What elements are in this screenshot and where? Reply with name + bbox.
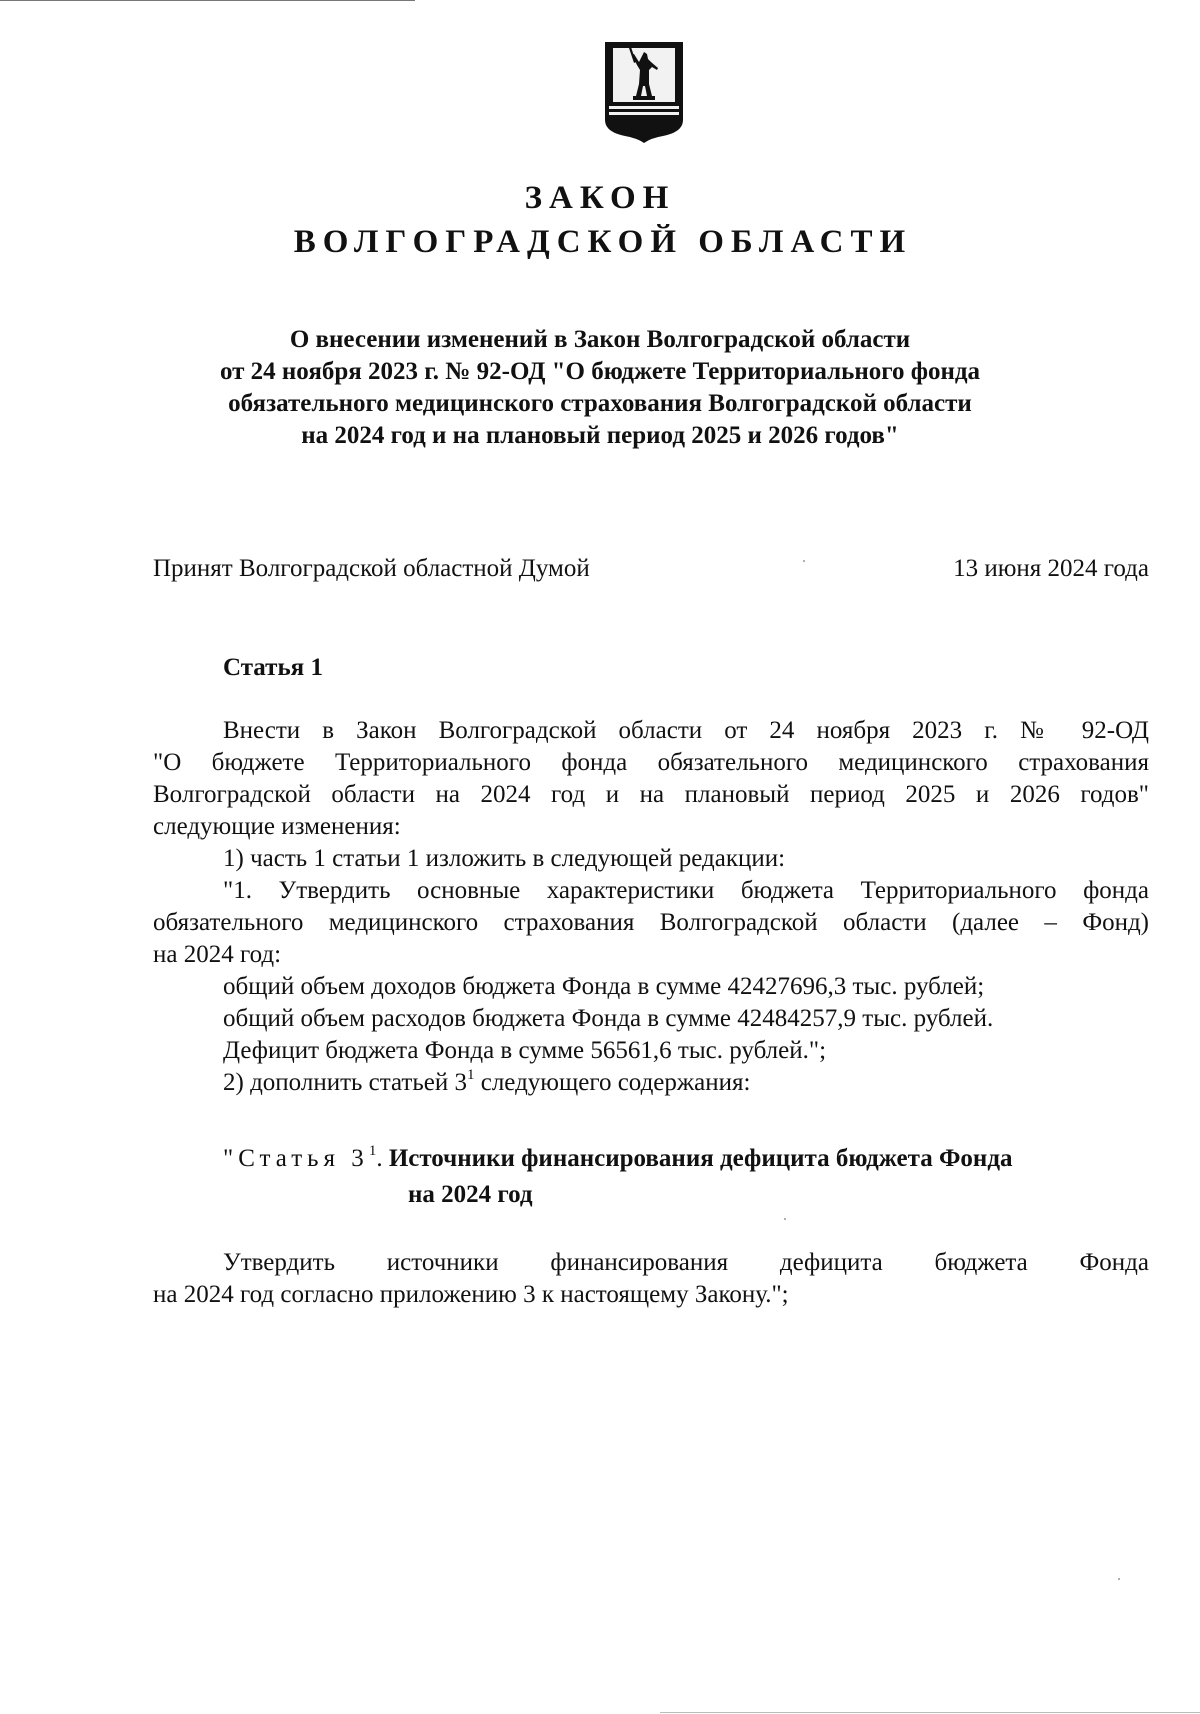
item-2-suffix: следующего содержания: <box>474 1069 751 1096</box>
article-3-1-title-continued: на 2024 год <box>408 1181 533 1208</box>
law-subject <box>150 324 1050 452</box>
amendment-item-1: 1) часть 1 статьи 1 изложить в следующей редакции: <box>223 845 786 872</box>
law-subject-line: О внесении изменений в Закон Волгоградской области <box>289 326 911 353</box>
article-1-heading: Статья 1 <box>223 654 323 681</box>
coat-of-arms-icon <box>603 40 685 144</box>
adoption-date: 13 июня 2024 года <box>953 555 1149 582</box>
article-3-1-label: "Статья 3 <box>223 1145 369 1172</box>
scan-speck <box>1118 1578 1120 1580</box>
scan-speck <box>784 1218 786 1220</box>
approve-line: Утвердить источники финансирования дефицита бюджета Фонда <box>223 1249 1149 1276</box>
expenses-line: общий объем расходов бюджета Фонда в сумме 42484257,9 тыс. рублей. <box>223 1005 994 1032</box>
document-title: ЗАКОН <box>524 180 676 216</box>
adopted-by: Принят Волгоградской областной Думой <box>153 555 590 582</box>
law-subject-line: от 24 ноября 2023 г. № 92-ОД "О бюджете Территориального фонда <box>219 358 981 385</box>
article-1-intro-line: следующие изменения: <box>153 813 401 840</box>
quote-line: "1. Утвердить основные характеристики бюджета Территориального фонда <box>223 877 1149 904</box>
item-2-superscript: 1 <box>466 1067 475 1083</box>
article-3-1-superscript: 1 <box>368 1143 377 1159</box>
law-subject-line: обязательного медицинского страхования Волгоградской области <box>228 390 972 417</box>
scan-edge-line <box>0 0 415 1</box>
scan-speck <box>803 560 805 562</box>
quote-line: обязательного медицинского страхования Волгоградской области (далее – Фонд) <box>153 909 1149 936</box>
scan-edge-line <box>660 1712 1200 1713</box>
document-region: ВОЛГОГРАДСКОЙ ОБЛАСТИ <box>293 224 913 260</box>
amendment-item-2 <box>153 1067 1149 1099</box>
article-1-intro-line: Волгоградской области на 2024 год и на плановый период 2025 и 2026 годов" <box>153 781 1149 808</box>
article-1-intro-line: Внести в Закон Волгоградской области от 24 ноября 2023 г. № 92-ОД <box>223 717 1149 744</box>
item-2-prefix: 2) дополнить статьей 3 <box>223 1069 467 1096</box>
law-subject-line: на 2024 год и на плановый период 2025 и 2026 годов" <box>301 422 899 449</box>
article-3-1-text <box>153 1247 1149 1311</box>
article-3-1-title: Источники финансирования дефицита бюджета Фонда <box>388 1145 1013 1172</box>
article-3-1-heading: "Статья $3^1$. Источники финансирования дефицита бюджета Фонда <box>223 1143 1013 1172</box>
adoption-line <box>153 553 1149 585</box>
deficit-line: Дефицит бюджета Фонда в сумме 56561,6 тыс. рублей."; <box>223 1037 827 1064</box>
article-1-body <box>153 715 1149 1099</box>
quote-line: на 2024 год: <box>153 941 282 968</box>
article-1-intro-line: "О бюджете Территориального фонда обязательного медицинского страхования <box>153 749 1149 776</box>
approve-line: на 2024 год согласно приложению 3 к настоящему Закону."; <box>153 1281 789 1308</box>
income-line: общий объем доходов бюджета Фонда в сумме 42427696,3 тыс. рублей; <box>223 973 985 1000</box>
